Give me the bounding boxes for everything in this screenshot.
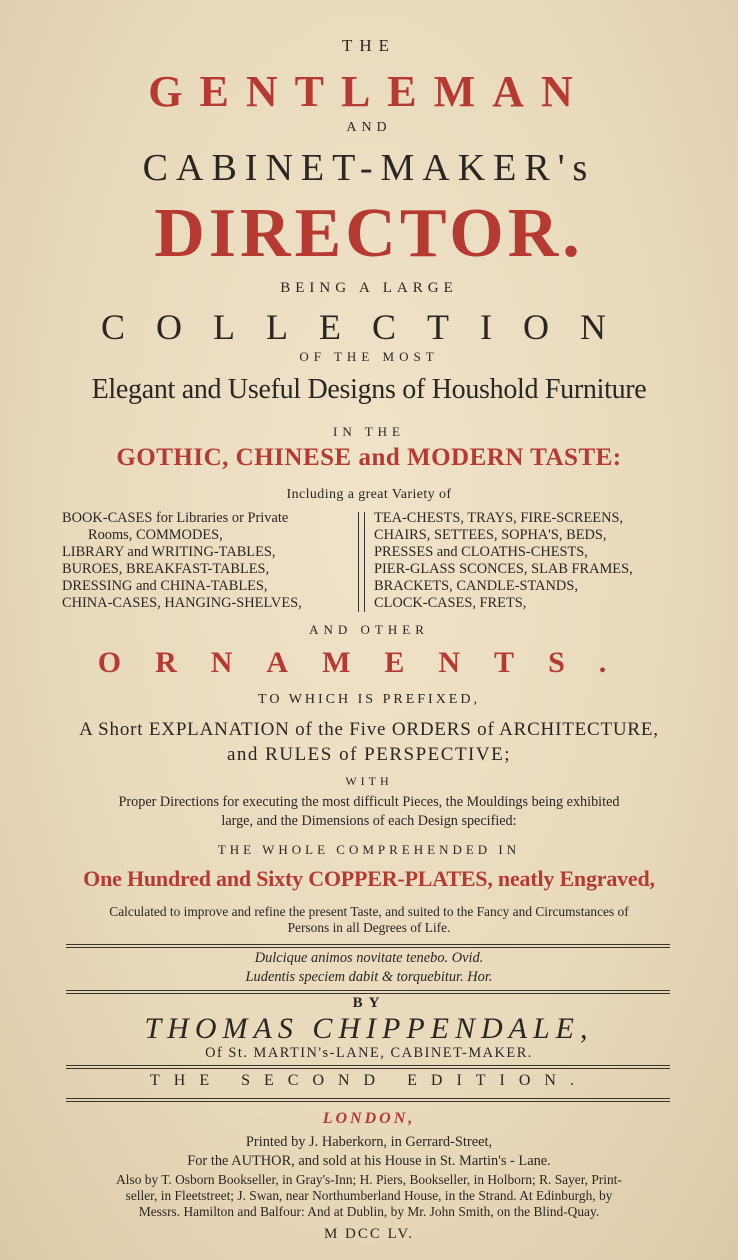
author-name: THOMAS CHIPPENDALE, [144, 1012, 594, 1045]
imprint-booksellers-3: Messrs. Hamilton and Balfour: And at Dublin, by Mr. John Smith, on the Blind-Quay. [138, 1204, 600, 1219]
divider-rule [66, 1065, 670, 1069]
imprint-for-author: For the AUTHOR, and sold at his House in St. Martin's - Lane. [187, 1153, 551, 1169]
imprint-printed-by: Printed by J. Haberkorn, in Gerrard-Street, [245, 1134, 493, 1150]
ornaments-heading: ORNAMENTS. [97, 646, 641, 679]
imprint-booksellers-1: Also by T. Osborn Bookseller, in Gray's-Inn; H. Piers, Bookseller, in Holborn; R. Sayer, Print- [116, 1172, 622, 1187]
subtitle-taste: GOTHIC, CHINESE and MODERN TASTE: [116, 444, 622, 471]
quote-ovid: Dulcique animos novitate tenebo. Ovid. [254, 950, 484, 966]
imprint-date: M DCC LV. [323, 1226, 415, 1242]
author-address: Of St. MARTIN's-LANE, CABINET-MAKER. [205, 1045, 533, 1061]
furniture-list-right [374, 510, 633, 612]
title-and: AND [346, 120, 392, 135]
subtitle-in-the: IN THE [332, 424, 405, 439]
list-item: CHINA-CASES, HANGING-SHELVES, [62, 595, 302, 611]
author-by: BY [352, 995, 386, 1011]
subtitle-of-the-most: OF THE MOST [299, 349, 439, 364]
list-item: PIER-GLASS SCONCES, SLAB FRAMES, [374, 561, 633, 577]
column-divider [358, 512, 365, 612]
title-gentleman: GENTLEMAN [148, 67, 590, 116]
list-item: LIBRARY and WRITING-TABLES, [62, 544, 276, 560]
divider-rule [66, 1098, 670, 1102]
and-other: AND OTHER [309, 622, 429, 637]
list-item: DRESSING and CHINA-TABLES, [62, 578, 268, 594]
subtitle-elegant-designs: Elegant and Useful Designs of Houshold Furniture [91, 374, 647, 405]
subtitle-being-a-large: BEING A LARGE [280, 280, 458, 296]
explanation-line: A Short EXPLANATION of the Five ORDERS of ARCHITECTURE, [79, 719, 659, 740]
furniture-list [52, 510, 686, 614]
whole-comprehended: THE WHOLE COMPREHENDED IN [217, 842, 521, 857]
list-item: CLOCK-CASES, FRETS, [374, 595, 527, 611]
list-item: PRESSES and CLOATHS-CHESTS, [374, 544, 588, 560]
list-item: Rooms, COMMODES, [88, 527, 223, 543]
list-item: BOOK-CASES for Libraries or Private [62, 510, 289, 526]
subtitle-including: Including a great Variety of [286, 487, 452, 502]
list-item: TEA-CHESTS, TRAYS, FIRE-SCREENS, [374, 510, 624, 526]
furniture-list-left [62, 510, 302, 612]
imprint-london: LONDON, [322, 1110, 416, 1127]
list-item: BRACKETS, CANDLE-STANDS, [374, 578, 578, 594]
imprint-booksellers-2: seller, in Fleetstreet; J. Swan, near Northumberland House, in the Strand. At Edinburgh, by [125, 1188, 613, 1203]
quote-horace: Ludentis speciem dabit & torquebitur. Hor. [245, 969, 493, 985]
prefixed-line: TO WHICH IS PREFIXED, [258, 692, 480, 707]
divider-rule [66, 944, 670, 948]
directions-line-1: Proper Directions for executing the most difficult Pieces, the Mouldings being exhibited [118, 794, 620, 810]
list-item: CHAIRS, SETTEES, SOPHA'S, BEDS, [374, 527, 607, 543]
list-item: BUROES, BREAKFAST-TABLES, [62, 561, 270, 577]
calculated-line-2: Persons in all Degrees of Life. [287, 920, 451, 935]
title-the: THE [341, 36, 397, 55]
title-director: DIRECTOR. [154, 195, 584, 272]
title-cabinet-maker: CABINET-MAKER's [142, 147, 596, 189]
subtitle-collection: COLLECTION [101, 307, 637, 347]
directions-line-2: large, and the Dimensions of each Design specified: [221, 813, 517, 829]
edition-line: THE SECOND EDITION. [150, 1072, 588, 1089]
copper-plates-line: One Hundred and Sixty COPPER-PLATES, neatly Engraved, [83, 866, 655, 891]
rules-line: and RULES of PERSPECTIVE; [227, 744, 511, 765]
calculated-line-1: Calculated to improve and refine the present Taste, and suited to the Fancy and Circumstances of [109, 904, 629, 919]
divider-rule [66, 990, 670, 994]
with-line: WITH [345, 774, 393, 788]
